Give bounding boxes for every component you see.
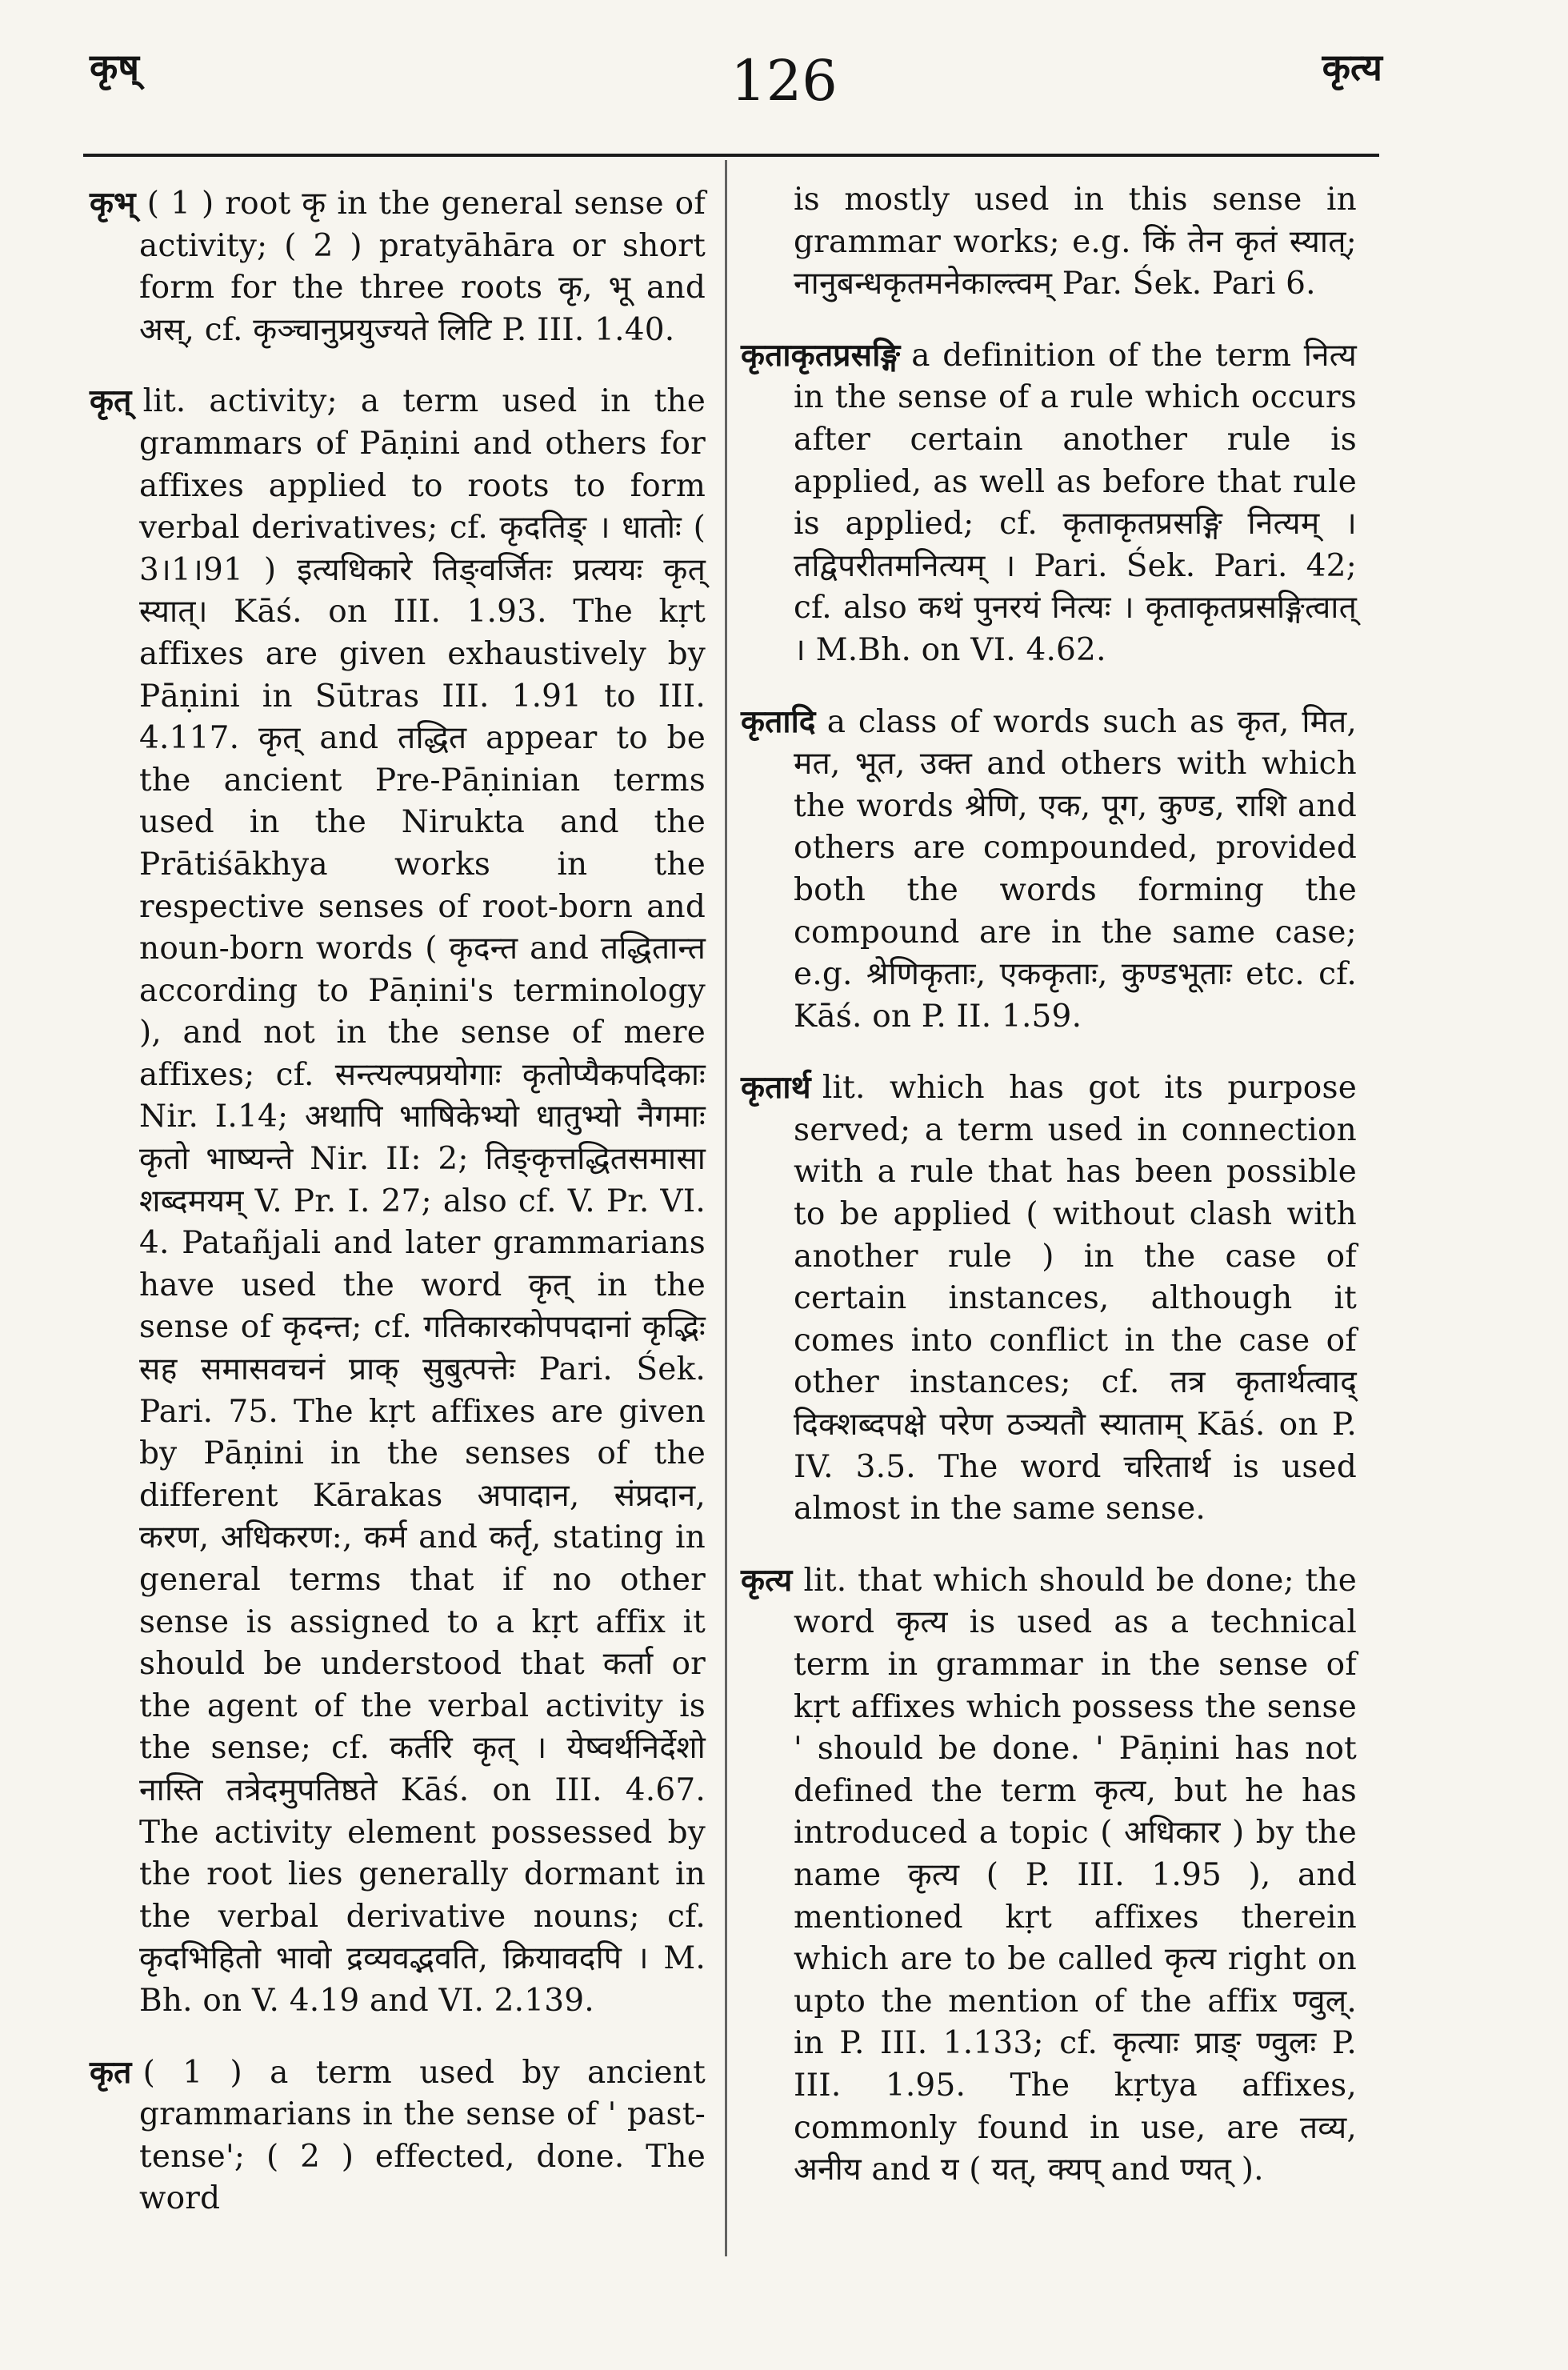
entry-krta-continued bbox=[741, 179, 1357, 306]
header-rule bbox=[83, 154, 1379, 157]
entry-headword: कृत bbox=[90, 2053, 132, 2091]
entry-text: lit. that which should be done; the word कृत्य is used as a technical term in grammar in the sense of kṛt affixes which possess the sense ' should be done. ' Pāṇini has not defined the term कृत्य, but he has introduced a topic ( अधिकार ) by the name कृत्य ( P. III. 1.95 ), and mentioned kṛt affixes therein which are to be called कृत्य right on upto the mention of the affix ण्वुल्. in P. III. 1.133; cf. कृत्याः प्राङ् ण्वुलः P. III. 1.95. The kṛtya affixes, commonly found in use, are तव्य, अनीय and य ( यत्, क्यप् and ण्यत् ). bbox=[794, 1562, 1357, 2188]
entry-text: ( 1 ) root कृ in the general sense of activity; ( 2 ) pratyāhāra or short form for the three roots कृ, भू and अस्, cf. कृञ्चानुप्रयुज्यते लिटि P. III. 1.40. bbox=[139, 186, 706, 348]
entry-text: lit. which has got its purpose served; a term used in connection with a rule that has been possible to be applied ( without clash with another rule ) in the case of certain instances, although it comes into conflict in the case of other instances; cf. तत्र कृतार्थत्वाद् दिक्शब्दपक्षे परेण ठञ्यतौ स्याताम् Kāś. on P. IV. 3.5. The word चरितार्थ is used almost in the same sense. bbox=[794, 1070, 1357, 1527]
entry-kritya bbox=[741, 1559, 1357, 2192]
entry-kritakrita-prasangi bbox=[741, 334, 1357, 672]
entry-text: a definition of the term नित्य in the sense of a rule which occurs after certain another rule is applied, as well as before that rule is applied; cf. कृताकृतप्रसङ्गि नित्यम् । तद्विपरीतमनित्यम् । Pari. Śek. Pari. 42; cf. also कथं पुनरयं नित्यः । कृताकृतप्रसङ्गित्वात् । M.Bh. on VI. 4.62. bbox=[794, 337, 1357, 668]
right-column bbox=[741, 179, 1357, 2220]
left-column bbox=[90, 182, 706, 2249]
header-right-word: कृत्य bbox=[1322, 46, 1382, 89]
entry-headword: कृतादि bbox=[741, 703, 816, 740]
entry-headword: कृत् bbox=[90, 382, 132, 420]
entry-krbh bbox=[90, 182, 706, 351]
entry-headword: कृताकृतप्रसङ्गि bbox=[741, 336, 901, 374]
entry-headword: कृभ् bbox=[90, 185, 136, 222]
entry-text: is mostly used in this sense in grammar works; e.g. किं तेन कृतं स्यात्; नानुबन्धकृतमनेकाल्त्वम् Par. Śek. Pari 6. bbox=[794, 182, 1357, 302]
entry-krt bbox=[90, 380, 706, 2022]
entry-text: lit. activity; a term used in the grammars of Pāṇini and others for affixes applied to roots to form verbal derivatives; cf. कृदतिङ् । धातोः ( 3।1।91 ) इत्यधिकारे तिङ्वर्जितः प्रत्ययः कृत् स्यात्। Kāś. on III. 1.93. The kṛt affixes are given exhaustively by Pāṇini in Sūtras III. 1.91 to III. 4.117. कृत् and तद्धित appear to be the ancient Pre-Pāṇinian terms used in the Nirukta and the Prātiśākhya works in the respective senses of root-born and noun-born words ( कृदन्त and तद्धितान्त according to Pāṇini's terminology ), and not in the sense of mere affixes; cf. सन्त्यल्पप्रयोगाः कृतोप्यैकपदिकाः Nir. I.14; अथापि भाषिकेभ्यो धातुभ्यो नैगमाः कृतो भाष्यन्ते Nir. II: 2; तिङ्कृत्तद्धितसमासा शब्दमयम् V. Pr. I. 27; also cf. V. Pr. VI. 4. Patañjali and later grammarians have used the word कृत् in the sense of कृदन्त; cf. गतिकारकोपपदानां कृद्भिः सह समासवचनं प्राक् सुबुत्पत्तेः Pari. Śek. Pari. 75. The kṛt affixes are given by Pāṇini in the senses of the different Kārakas अपादान, संप्रदान, करण, अधिकरण:, कर्म and कर्तृ, stating in general terms that if no other sense is assigned to a kṛt affix it should be understood that कर्ता or the agent of the verbal activity is the sense; cf. कर्तरि कृत् । येष्वर्थनिर्देशो नास्ति तत्रेदमुपतिष्ठते Kāś. on III. 4.67. The activity element possessed by the root lies generally dormant in the verbal derivative nouns; cf. कृदभिहितो भावो द्रव्यवद्भवति, क्रियावदपि । M. Bh. on V. 4.19 and VI. 2.139. bbox=[139, 383, 706, 2019]
entry-text: ( 1 ) a term used by ancient grammarians in the sense of ' past-tense'; ( 2 ) effected, done. The word bbox=[139, 2054, 706, 2217]
entry-kritartha bbox=[741, 1067, 1357, 1531]
entry-headword: कृतार्थ bbox=[741, 1069, 811, 1107]
entry-headword: कृत्य bbox=[741, 1561, 793, 1599]
entry-krta bbox=[90, 2052, 706, 2220]
header-left-word: कृष् bbox=[90, 46, 139, 89]
column-divider bbox=[725, 160, 727, 2256]
entry-text: a class of words such as कृत, मित, मत, भूत, उक्त and others with which the words श्रेणि, एक, पूग, कुण्ड, राशि and others are compounded, provided both the words forming the compound are in the same case; e.g. श्रेणिकृताः, एककृताः, कुण्डभूताः etc. cf. Kāś. on P. II. 1.59. bbox=[794, 703, 1357, 1035]
entry-kritadi bbox=[741, 701, 1357, 1039]
page-number: 126 bbox=[730, 48, 838, 114]
